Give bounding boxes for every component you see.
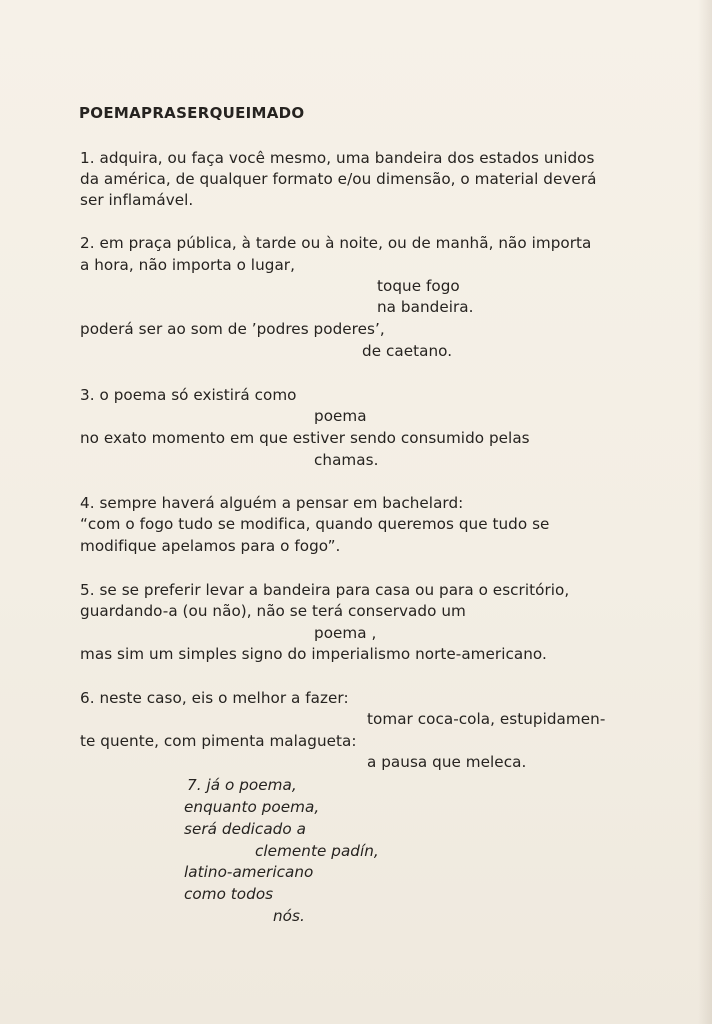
stanza-5-line-1: 5. se se preferir levar a bandeira para casa ou para o escritório, [80,581,570,599]
stanza-3-line-2: poema [314,407,367,425]
stanza-2-line-1: 2. em praça pública, à tarde ou à noite, ou de manhã, não importa [80,234,592,252]
stanza-6-line-2: tomar coca-cola, estupidamen- [367,710,606,728]
stanza-1-line-1: 1. adquira, ou faça você mesmo, uma bandeira dos estados unidos [80,149,595,167]
stanza-4-line-3: modifique apelamos para o fogo”. [80,537,341,555]
stanza-4-line-2: “com o fogo tudo se modifica, quando queremos que tudo se [80,515,550,533]
stanza-2-line-5: poderá ser ao som de ’podres poderes’, [80,320,385,338]
stanza-1-line-2: da américa, de qualquer formato e/ou dimensão, o material deverá [80,170,597,188]
stanza-1-line-3: ser inflamável. [80,191,194,209]
page-edge-shadow [698,0,712,1024]
stanza-5-line-3: poema , [314,624,377,642]
stanza-5-line-2: guardando-a (ou não), não se terá conservado um [80,602,466,620]
stanza-3-line-3: no exato momento em que estiver sendo consumido pelas [80,429,530,447]
stanza-7-line-5: latino-americano [184,863,314,881]
stanza-6-line-4: a pausa que meleca. [367,753,527,771]
stanza-6-line-3: te quente, com pimenta malagueta: [80,732,357,750]
stanza-7-line-2: enquanto poema, [184,798,320,816]
stanza-2-line-6: de caetano. [362,342,453,360]
stanza-7-line-6: como todos [184,885,274,903]
stanza-2-line-4: na bandeira. [377,298,474,316]
stanza-7-line-3: será dedicado a [184,820,306,838]
stanza-7-line-7: nós. [273,907,305,925]
stanza-4-line-1: 4. sempre haverá alguém a pensar em bachelard: [80,494,464,512]
stanza-7-line-4: clemente padín, [255,842,379,860]
stanza-3-line-4: chamas. [314,451,379,469]
stanza-5-line-4: mas sim um simples signo do imperialismo norte-americano. [80,645,547,663]
stanza-7-line-1: 7. já o poema, [187,776,297,794]
stanza-6-line-1: 6. neste caso, eis o melhor a fazer: [80,689,349,707]
stanza-2-line-3: toque fogo [377,277,460,295]
stanza-2-line-2: a hora, não importa o lugar, [80,256,295,274]
poem-title: POEMAPRASERQUEIMADO [79,104,305,122]
stanza-3-line-1: 3. o poema só existirá como [80,386,297,404]
